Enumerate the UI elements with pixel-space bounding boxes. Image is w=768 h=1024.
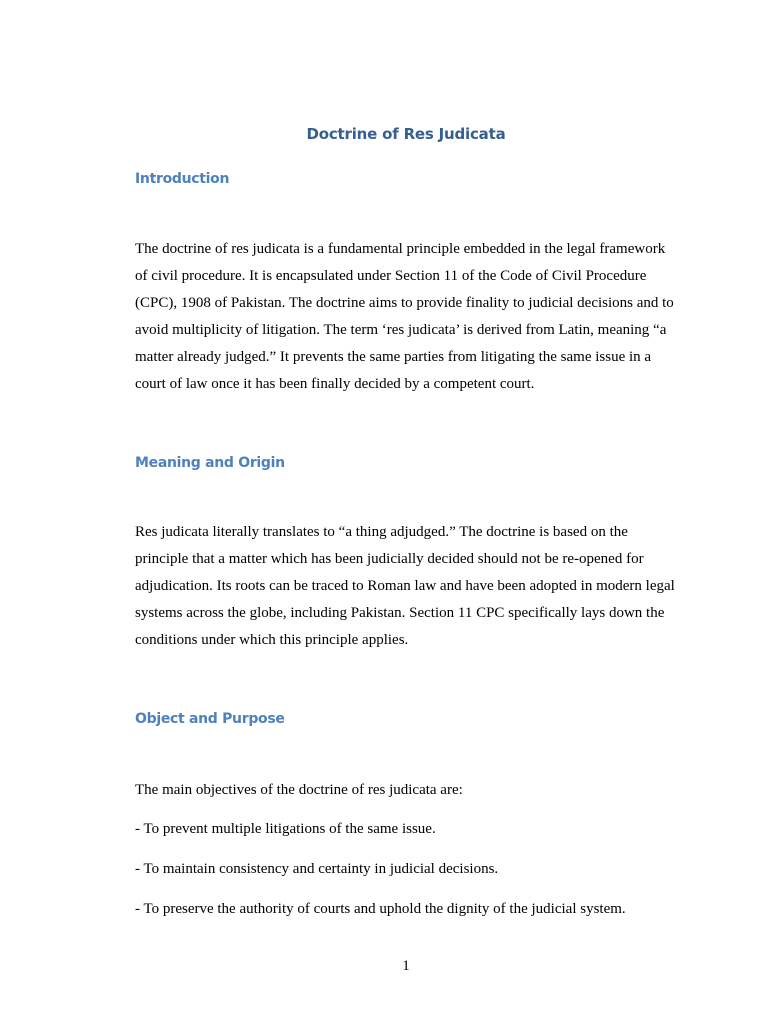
object-and-purpose-intro: The main objectives of the doctrine of res judicata are:	[135, 782, 463, 798]
document-title: Doctrine of Res Judicata	[306, 125, 506, 143]
introduction-paragraph: The doctrine of res judicata is a fundamental principle embedded in the legal framework of civil procedure. It is encapsulated under Section 11 of the Code of Civil Procedure (CPC), 1908 of Pakistan. The doctrine aims to provide finality to judicial decisions and to avoid multiplicity of litigation. The term ‘res judicata’ is derived from Latin, meaning “a matter already judged.” It prevents the same parties from litigating the same issue in a court of law once it has been finally decided by a competent court.	[135, 241, 674, 392]
meaning-and-origin-paragraph: Res judicata literally translates to “a thing adjudged.” The doctrine is based on the principle that a matter which has been judicially decided should not be re-opened for adjudication. Its roots can be traced to Roman law and have been adopted in modern legal systems across the globe, including Pakistan. Section 11 CPC specifically lays down the conditions under which this principle applies.	[135, 524, 675, 648]
list-item: - To maintain consistency and certainty in judicial decisions.	[135, 861, 499, 877]
section-heading-object-and-purpose: Object and Purpose	[135, 711, 285, 727]
list-item: - To prevent multiple litigations of the same issue.	[135, 821, 436, 837]
section-heading-introduction: Introduction	[135, 171, 230, 187]
list-item: - To preserve the authority of courts and uphold the dignity of the judicial system.	[135, 901, 626, 917]
page-number: 1	[402, 958, 410, 974]
section-heading-meaning-and-origin: Meaning and Origin	[135, 455, 285, 471]
